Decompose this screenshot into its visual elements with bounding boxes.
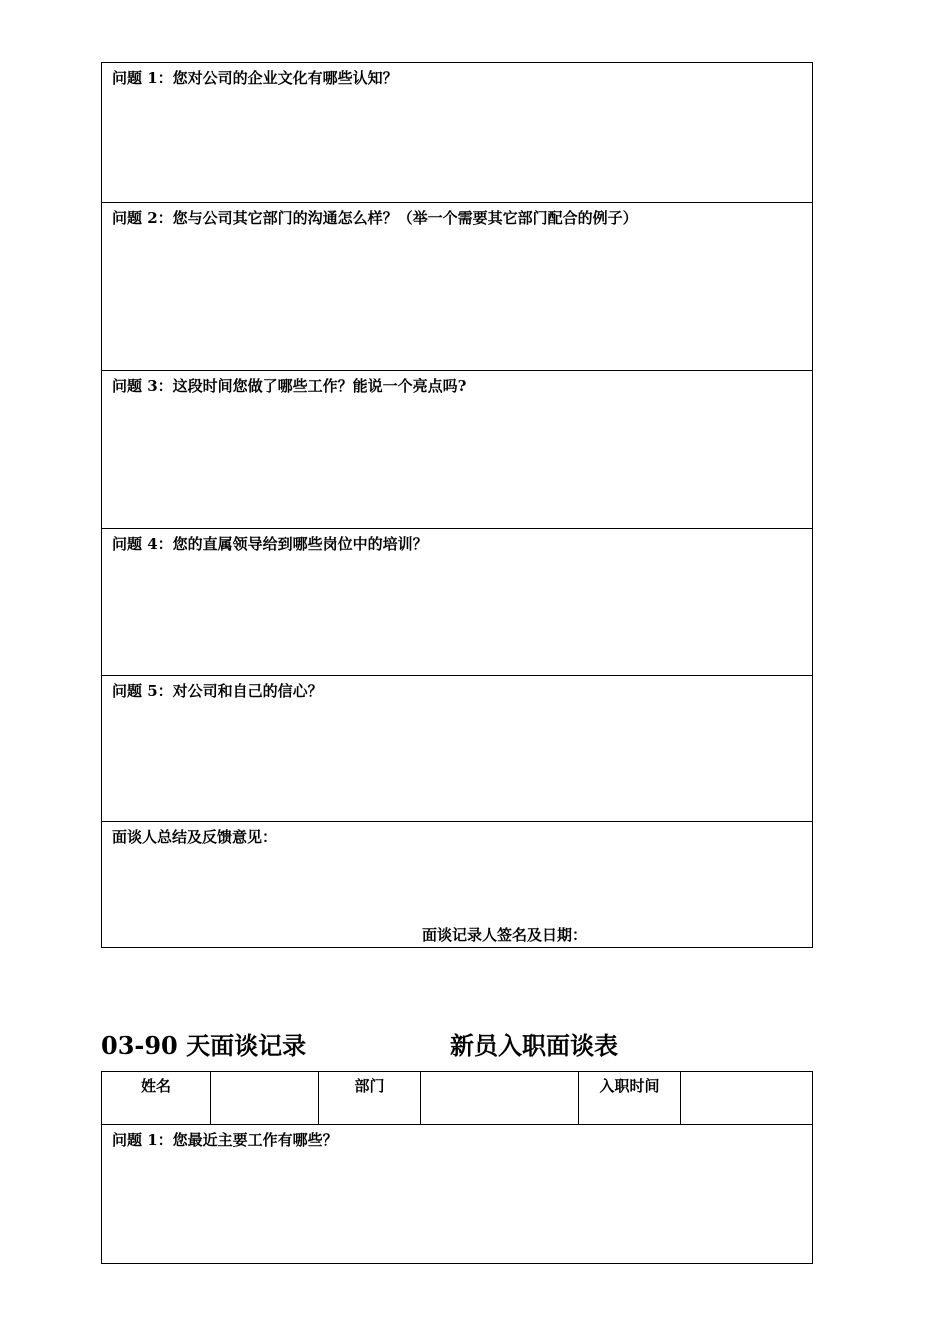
employee-info-row [102,1072,812,1125]
name-field[interactable] [211,1072,319,1124]
entry-date-label: 入职时间 [579,1072,681,1124]
question-label: 问题 3：这段时间您做了哪些工作？能说一个亮点吗? [112,377,467,395]
summary-label: 面谈人总结及反馈意见： [112,828,278,846]
question-cell-5[interactable] [102,676,812,822]
section-title: 03-90 天面谈记录 [101,1031,307,1060]
interview-form-next [101,1071,813,1264]
question-cell-4[interactable] [102,529,812,676]
signature-label: 面谈记录人签名及日期： [422,926,588,944]
question-label: 问题 5：对公司和自己的信心？ [112,682,323,700]
question-label: 问题 1：您最近主要工作有哪些？ [112,1131,338,1149]
department-field[interactable] [421,1072,579,1124]
form-title: 新员入职面谈表 [450,1031,618,1060]
question-cell-3[interactable] [102,371,812,529]
question-cell-1[interactable] [102,1125,812,1263]
department-label: 部门 [319,1072,421,1124]
question-label: 问题 1：您对公司的企业文化有哪些认知？ [112,69,398,87]
question-label: 问题 4：您的直属领导给到哪些岗位中的培训？ [112,535,428,553]
question-cell-2[interactable] [102,203,812,371]
question-label: 问题 2：您与公司其它部门的沟通怎么样？（举一个需要其它部门配合的例子） [112,209,638,227]
entry-date-field[interactable] [681,1072,812,1124]
summary-cell[interactable] [102,822,812,947]
name-label: 姓名 [102,1072,211,1124]
question-cell-1[interactable] [102,63,812,203]
interview-form-previous [101,62,813,948]
